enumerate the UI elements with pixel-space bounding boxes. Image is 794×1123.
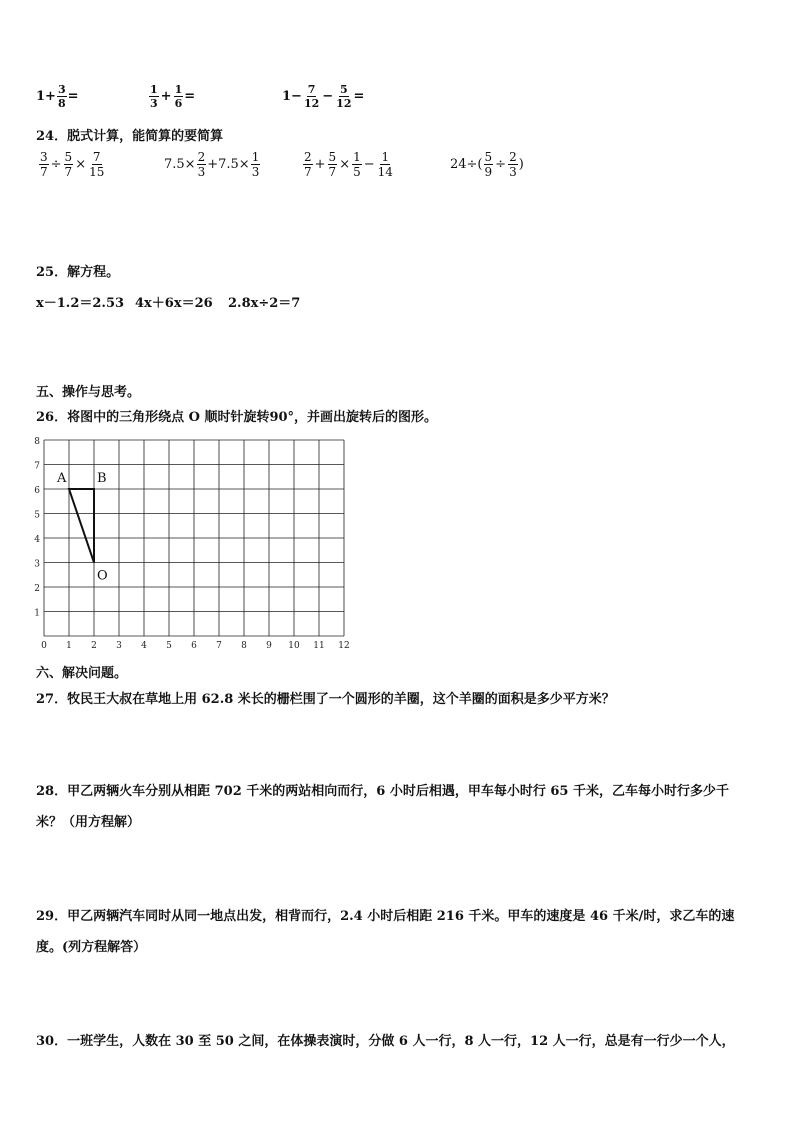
triangle-layer — [56, 471, 108, 584]
operator: + — [160, 89, 172, 104]
q24-expression-2 — [164, 151, 261, 178]
y-tick-label: 8 — [34, 437, 40, 447]
x-tick-label: 6 — [191, 641, 197, 651]
question-30-line-1: 30．一班学生，人数在 30 至 50 之间，在体操表演时，分做 6 人一行，8 人一行，12 人一行，总是有一行少一个人， — [36, 1034, 735, 1049]
question-28-line-1: 28．甲乙两辆火车分别从相距 702 千米的两站相向而行，6 小时后相遇，甲车每小时行 65 千米，乙车每小时行多少千 — [36, 784, 729, 799]
x-tick-label: 9 — [266, 641, 272, 651]
question-29-line-1: 29．甲乙两辆汽车同时从同一地点出发，相背而行，2.4 小时后相距 216 千米。甲车的速度是 46 千米/时，求乙车的速 — [36, 909, 735, 924]
y-tick-label: 4 — [34, 535, 40, 545]
fraction: $\frac{5}{7}$ — [328, 150, 337, 179]
vertex-label-o: O — [97, 568, 108, 584]
question-27: 27．牧民王大叔在草地上用 62.8 米长的栅栏围了一个圆形的羊圈，这个羊圈的面积是多少平方米？ — [36, 692, 615, 707]
fraction: $\frac{2}{7}$ — [304, 150, 312, 179]
question-25-title: 25．解方程。 — [36, 265, 120, 280]
operator: × — [339, 157, 351, 172]
fraction: $\frac{1}{3}$ — [150, 83, 158, 110]
question-28-line-2: 米？（用方程解） — [36, 815, 141, 830]
equals-sign: = — [184, 89, 196, 104]
vertex-label-a: A — [57, 471, 67, 486]
question-24-title: 24．脱式计算，能简算的要简算 — [36, 129, 224, 144]
equation-1: x－1.2＝2.53 — [36, 296, 125, 311]
section-5-heading: 五、操作与思考。 — [36, 385, 141, 400]
fraction: $\frac{5}{7}$ — [64, 150, 73, 179]
operator: ÷ — [495, 157, 507, 172]
q24-expression-4 — [450, 151, 524, 178]
y-tick-label: 7 — [34, 461, 40, 472]
fraction: $\frac{2}{3}$ — [509, 150, 517, 179]
x-tick-label: 12 — [338, 641, 350, 651]
operator: ÷ — [50, 157, 62, 172]
equation-3: 2.8x÷2＝7 — [228, 296, 301, 311]
expr-text: ) — [518, 157, 524, 172]
y-tick-label: 6 — [34, 486, 40, 496]
fraction: $\frac{5}{9}$ — [484, 150, 493, 179]
grid-lines — [44, 440, 344, 636]
coordinate-grid-figure — [34, 436, 364, 654]
operator: × — [75, 157, 87, 172]
tick-labels — [34, 437, 349, 651]
fraction: $\frac{1}{3}$ — [251, 150, 260, 179]
expr-text: 24÷( — [450, 157, 483, 172]
expr-text: 7.5× — [164, 157, 196, 172]
x-tick-label: 8 — [241, 641, 247, 651]
x-tick-label: 4 — [141, 641, 147, 651]
fraction: $\frac{3}{7}$ — [40, 150, 48, 179]
expression-1-plus-three-eighths — [36, 84, 79, 109]
equals-sign: = — [67, 89, 79, 104]
y-tick-label: 2 — [34, 584, 40, 594]
fraction: $\frac{1}{14}$ — [377, 150, 393, 179]
x-tick-label: 3 — [116, 641, 122, 651]
fraction: $\frac{7}{12}$ — [303, 83, 320, 110]
question-29-line-2: 度。(列方程解答） — [36, 940, 147, 955]
q24-expression-1 — [38, 151, 106, 178]
y-tick-label: 5 — [34, 510, 40, 521]
operator: + — [314, 157, 326, 172]
x-tick-label: 0 — [41, 641, 47, 651]
x-tick-label: 1 — [66, 641, 72, 651]
x-tick-label: 5 — [166, 641, 172, 651]
x-tick-label: 10 — [288, 641, 300, 651]
fraction: $\frac{1}{5}$ — [353, 150, 361, 179]
y-tick-label: 1 — [34, 608, 40, 619]
q24-expression-3 — [302, 151, 395, 178]
operator: − — [363, 157, 375, 172]
triangle-abo — [69, 489, 94, 563]
x-tick-label: 11 — [313, 641, 325, 651]
x-tick-label: 7 — [216, 641, 222, 651]
expr-text: +7.5× — [207, 157, 250, 172]
operator: − — [322, 89, 334, 104]
fraction: $\frac{1}{6}$ — [174, 83, 183, 110]
expr-text: 1− — [282, 89, 302, 104]
expression-third-plus-sixth — [148, 84, 195, 109]
question-26-title: 26．将图中的三角形绕点 O 顺时针旋转90°，并画出旋转后的图形。 — [36, 410, 438, 425]
equals-sign: = — [353, 89, 365, 104]
fraction: $\frac{5}{12}$ — [336, 83, 352, 110]
expression-one-minus-twelfths — [282, 84, 364, 109]
fraction: $\frac{7}{15}$ — [89, 150, 105, 179]
section-6-heading: 六、解决问题。 — [36, 666, 128, 681]
vertex-label-b: B — [97, 471, 107, 486]
expr-text: 1+ — [36, 89, 56, 104]
fraction: $\frac{3}{8}$ — [57, 83, 66, 110]
fraction: $\frac{2}{3}$ — [197, 150, 206, 179]
equation-2: 4x＋6x＝26 — [135, 296, 213, 311]
x-tick-label: 2 — [91, 641, 97, 651]
y-tick-label: 3 — [34, 559, 40, 570]
